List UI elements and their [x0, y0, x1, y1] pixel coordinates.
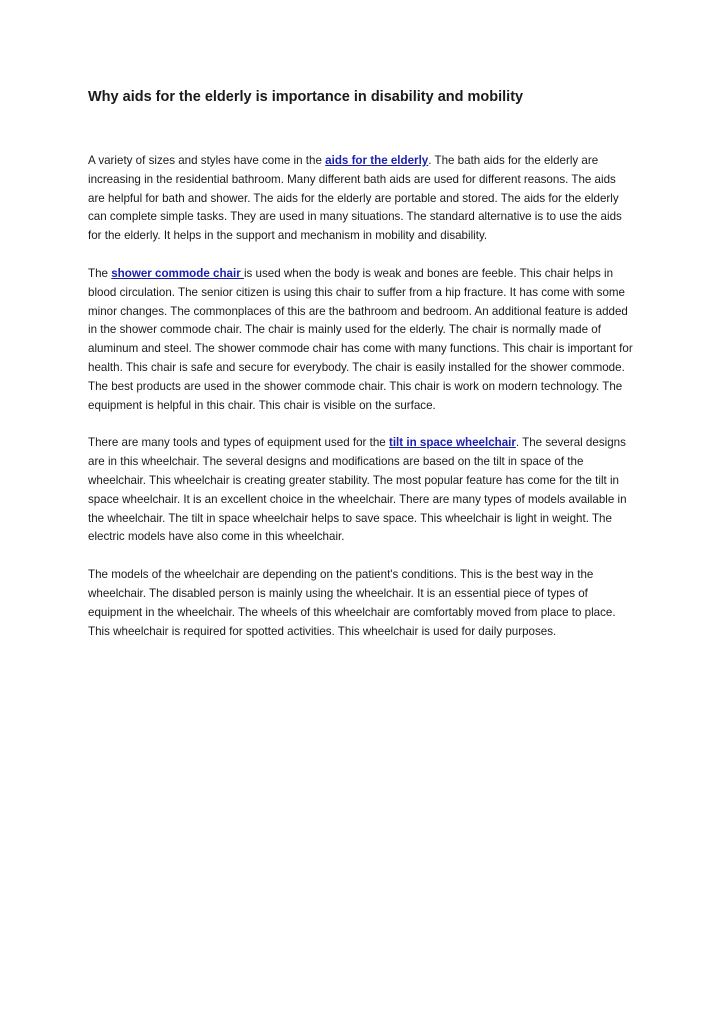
paragraph-wheelchair-models: The models of the wheelchair are depending on the patient's conditions. This is the best way in the wheelchair. The disabled person is mainly using the wheelchair. It is an essential piece of types of equipment in the wheelchair. The wheels of this wheelchair are comfortably moved from place to place. This wheelchair is required for spotted activities. This wheelchair is used for daily purposes.: [88, 568, 616, 638]
paragraph-text: There are many tools and types of equipment used for the: [88, 436, 389, 450]
paragraph-text: . The several designs are in this wheelchair. The several designs and modifications are based on the tilt in space of the wheelchair. This wheelchair is creating greater stability. The most popular feature has come for the tilt in space wheelchair. It is an excellent choice in the wheelchair. There are many types of models available in the wheelchair. The tilt in space wheelchair helps to save space. This wheelchair is light in weight. The electric models have also come in this wheelchair.: [88, 436, 627, 544]
paragraph-text: A variety of sizes and styles have come in the: [88, 154, 326, 167]
paragraph-text: The: [88, 266, 112, 280]
aids-for-the-elderly-link[interactable]: aids for the elderly: [325, 154, 429, 167]
paragraph-tilt-in-space-wheelchair: [88, 434, 633, 547]
paragraph-aids-for-elderly: [88, 152, 633, 246]
tilt-in-space-wheelchair-link[interactable]: tilt in space wheelchair: [388, 436, 516, 450]
paragraph-text: is used when the body is weak and bones are feeble. This chair helps in blood circulation. The senior citizen is using this chair to suffer from a hip fracture. It has come with some minor changes. The commonplaces of this are the bathroom and bedroom. An additional feature is added in the shower commode chair. The chair is mainly used for the elderly. The chair is normally made of aluminum and steel. The shower commode chair has come with many functions. This chair is important for health. This chair is safe and secure for everybody. The chair is easily installed for the shower commode. The best products are used in the shower commode chair. This chair is work on modern technology. The equipment is helpful in this chair. This chair is visible on the surface.: [88, 266, 633, 412]
document-title: Why aids for the elderly is importance in disability and mobility: [88, 89, 524, 105]
paragraph-shower-commode-chair: [88, 265, 633, 415]
paragraph-text: . The bath aids for the elderly are increasing in the residential bathroom. Many different bath aids are used for different reasons. The aids are helpful for bath and shower. The aids for the elderly are portable and stored. The aids for the elderly can complete simple tasks. They are used in many situations. The standard alternative is to use the aids for the elderly. It helps in the support and mechanism in mobility and disability.: [88, 154, 622, 243]
document-body: [88, 152, 633, 660]
shower-commode-chair-link[interactable]: shower commode chair: [111, 266, 244, 280]
